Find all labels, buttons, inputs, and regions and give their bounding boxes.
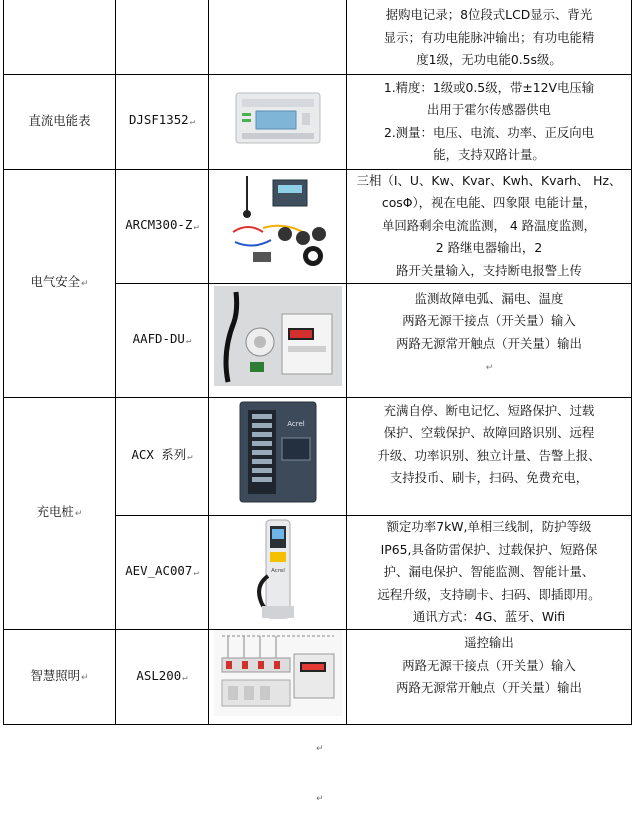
description-line: 两路无源常开触点（开关量）输出 — [396, 335, 582, 351]
description-line: 据购电记录；8位段式LCD显示、背光 — [385, 7, 593, 22]
category-cell — [4, 0, 116, 74]
description-line: 额定功率7kW,单相三线制，防护等级 — [386, 519, 592, 534]
description-line: 远程升级，支持刷卡、扫码、即插即用。 — [377, 586, 601, 602]
image-cell — [209, 630, 347, 725]
image-cell — [209, 397, 347, 515]
description-line: 出用于霍尔传感器供电 — [427, 102, 551, 117]
aev-charger-image — [248, 516, 308, 622]
description-line: 遥控输出 — [464, 635, 514, 650]
description-cell — [347, 283, 632, 397]
table-row — [4, 74, 632, 169]
description-line: 保护、空载保护、故障回路识别、远程 — [383, 425, 595, 440]
paragraph-mark-icon: ↵ — [182, 672, 188, 683]
description-line: 两路无源常开触点（开关量）输出 — [396, 680, 582, 695]
description-cell — [347, 0, 632, 74]
category-label: 电气安全 — [30, 273, 80, 289]
description-line: 升级、功率识别、独立计量、告警上报、 — [377, 447, 601, 463]
image-cell — [209, 283, 347, 397]
description-line: 两路无源干接点（开关量）输入 — [402, 657, 576, 673]
table-row — [4, 169, 632, 283]
image-cell — [209, 515, 347, 630]
description-line: 路开关量输入，支持断电报警上传 — [396, 262, 582, 278]
paragraph-mark-icon: ↵ — [187, 451, 193, 462]
category-label: 直流电能表 — [28, 113, 91, 129]
description-line: IP65,具备防雷保护、过载保护、短路保 — [380, 541, 598, 557]
description-cell — [347, 630, 632, 725]
description-line: 能，支持双路计量。 — [433, 147, 545, 162]
description-line: 单回路剩余电流监测， 4 路温度监测， — [381, 217, 596, 233]
arcm300-kit-image — [223, 172, 333, 272]
description-line: 充满自停、断电记忆、短路保护、过载 — [383, 402, 595, 418]
category-cell — [4, 630, 116, 725]
paragraph-mark-icon: ↵ — [316, 794, 324, 804]
paragraph-mark-icon: ↵ — [81, 672, 89, 683]
description-line: 2.测量：电压、电流、功率、正反向电 — [383, 124, 595, 140]
aafd-du-image — [214, 286, 342, 386]
paragraph-mark-icon: ↵ — [193, 221, 199, 232]
description-line: 通讯方式：4G、蓝牙、Wifi — [412, 609, 566, 624]
model-cell — [116, 630, 209, 725]
description-line: 显示；有功电能脉冲输出；有功电能精 — [383, 29, 595, 45]
description-cell — [347, 397, 632, 515]
image-cell — [209, 169, 347, 283]
paragraph-mark-icon: ↵ — [485, 363, 494, 373]
model-label: DJSF1352 — [128, 112, 189, 128]
description-line: 度1级，无功电能0.5s级。 — [416, 52, 562, 67]
description-cell — [347, 169, 632, 283]
description-line: cosΦ），视在电能、四象限 电能计量， — [381, 195, 597, 211]
description-cell — [347, 515, 632, 630]
paragraph-mark-icon: ↵ — [185, 335, 192, 346]
model-cell — [116, 515, 209, 630]
model-cell — [116, 0, 209, 74]
acx-charger-image — [236, 398, 320, 506]
paragraph-mark-icon: ↵ — [193, 568, 199, 578]
model-cell — [116, 169, 209, 283]
table-row — [4, 0, 632, 74]
category-cell — [4, 169, 116, 397]
description-line: 两路无源干接点（开关量）输入 — [402, 313, 576, 328]
paragraph-mark-icon: ↵ — [81, 278, 89, 289]
description-cell — [347, 74, 632, 169]
model-label: AEV_AC007 — [125, 563, 193, 578]
image-cell — [209, 74, 347, 169]
model-cell — [116, 74, 209, 169]
acx-brand: Acrel — [286, 420, 305, 429]
category-label: 充电桩 — [36, 504, 74, 519]
model-label: ARCM300-Z — [125, 216, 193, 232]
model-cell — [116, 397, 209, 515]
category-cell — [4, 74, 116, 169]
table-row — [4, 630, 632, 725]
aev-brand: Acrel — [270, 567, 285, 574]
model-cell — [116, 283, 209, 397]
category-label: 智慧照明 — [30, 667, 80, 683]
product-spec-table — [3, 0, 632, 725]
paragraph-mark-icon: ↵ — [316, 744, 324, 754]
asl200-image — [214, 630, 342, 716]
category-cell — [4, 397, 116, 630]
description-line: 护、漏电保护、智能监测、智能计量、 — [383, 564, 595, 579]
description-line: 2 路继电器输出，2 — [435, 240, 543, 256]
description-line: 三相（I、U、Kw、Kvar、Kwh、Kvarh、 Hz、 — [356, 172, 622, 188]
model-label: ASL200 — [136, 667, 182, 683]
description-line: 1.精度：1级或0.5级，带±12V电压输 — [383, 79, 595, 95]
description-line: 监测故障电弧、漏电、温度 — [414, 290, 564, 306]
image-cell — [209, 0, 347, 74]
paragraph-mark-icon: ↵ — [74, 509, 83, 519]
dc-meter-image — [232, 87, 324, 149]
model-label: AAFD-DU — [132, 330, 185, 346]
model-label: ACX 系列 — [131, 446, 187, 462]
paragraph-mark-icon: ↵ — [189, 117, 196, 128]
table-row — [4, 397, 632, 515]
description-line: 支持投币、刷卡，扫码、免费充电， — [389, 470, 589, 485]
